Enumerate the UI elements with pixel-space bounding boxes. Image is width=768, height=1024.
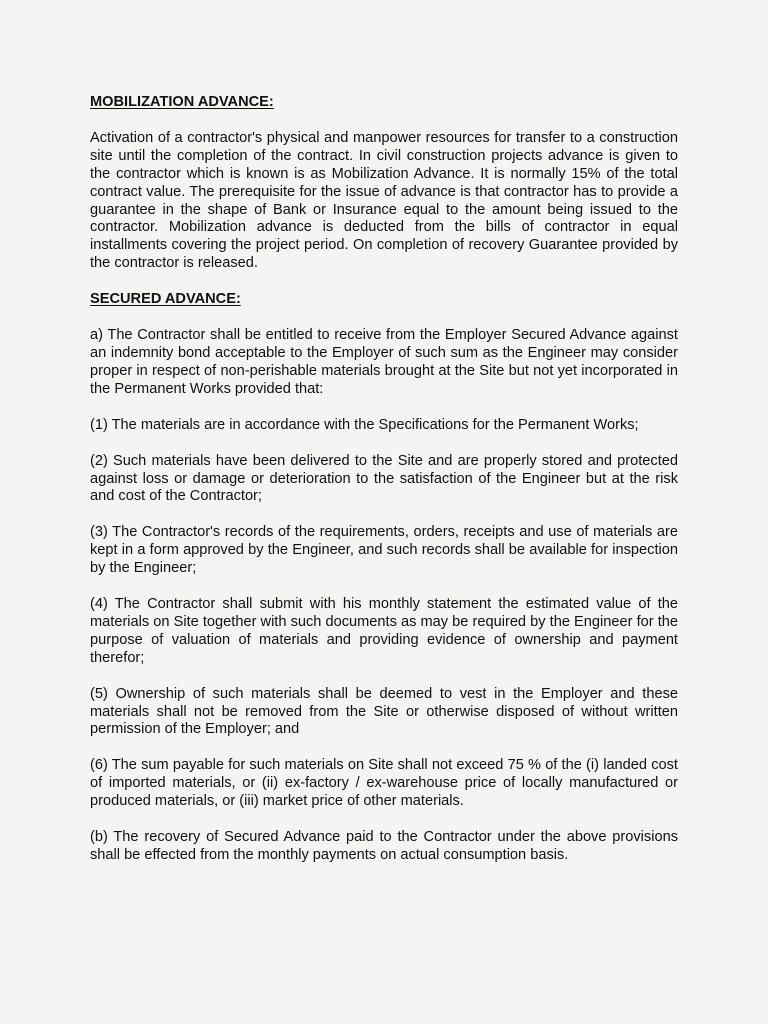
condition-3: (3) The Contractor's records of the requirements, orders, receipts and use of materials are kept in a form approved by the Engineer, and such records shall be available for inspection by the Engineer; [90,524,678,577]
recovery-paragraph: (b) The recovery of Secured Advance paid to the Contractor under the above provisions shall be effected from the monthly payments on actual consumption basis. [90,829,678,863]
condition-5: (5) Ownership of such materials shall be deemed to vest in the Employer and these materials shall not be removed from the Site or otherwise disposed of without written permission of the Employer; and [90,685,678,738]
condition-4: (4) The Contractor shall submit with his monthly statement the estimated value of the materials on Site together with such documents as may be required by the Engineer for the purpose of valuation of materials and providing evidence of ownership and payment therefor; [90,596,678,666]
condition-2: (2) Such materials have been delivered to the Site and are properly stored and protected against loss or damage or deterioration to the satisfaction of the Engineer but at the risk and cost of the Contractor; [90,452,678,505]
secured-intro-paragraph: a) The Contractor shall be entitled to receive from the Employer Secured Advance against an indemnity bond acceptable to the Employer of such sum as the Engineer may consider proper in respect of non-perishable materials brought at the Site but not yet incorporated in the Permanent Works provided that: [90,327,678,397]
mobilization-heading: MOBILIZATION ADVANCE: [90,94,274,110]
mobilization-paragraph: Activation of a contractor's physical and manpower resources for transfer to a construction site until the completion of the contract. In civil construction projects advance is given to the contractor which is known is as Mobilization Advance. It is normally 15% of the total contract value. The prerequisite for the issue of advance is that contractor has to provide a guarantee in the shape of Bank or Insurance equal to the amount being issued to the contractor. Mobilization advance is deducted from the bills of contractor in equal installments covering the project period. On completion of recovery Guarantee provided by the contractor is released. [90,129,678,272]
secured-heading: SECURED ADVANCE: [90,291,241,308]
condition-1: (1) The materials are in accordance with the Specifications for the Permanent Works; [90,416,639,433]
condition-6: (6) The sum payable for such materials on Site shall not exceed 75 % of the (i) landed cost of imported materials, or (ii) ex-factory / ex-warehouse price of locally manufactured or produced materials, or (iii) market price of other materials. [90,757,678,810]
